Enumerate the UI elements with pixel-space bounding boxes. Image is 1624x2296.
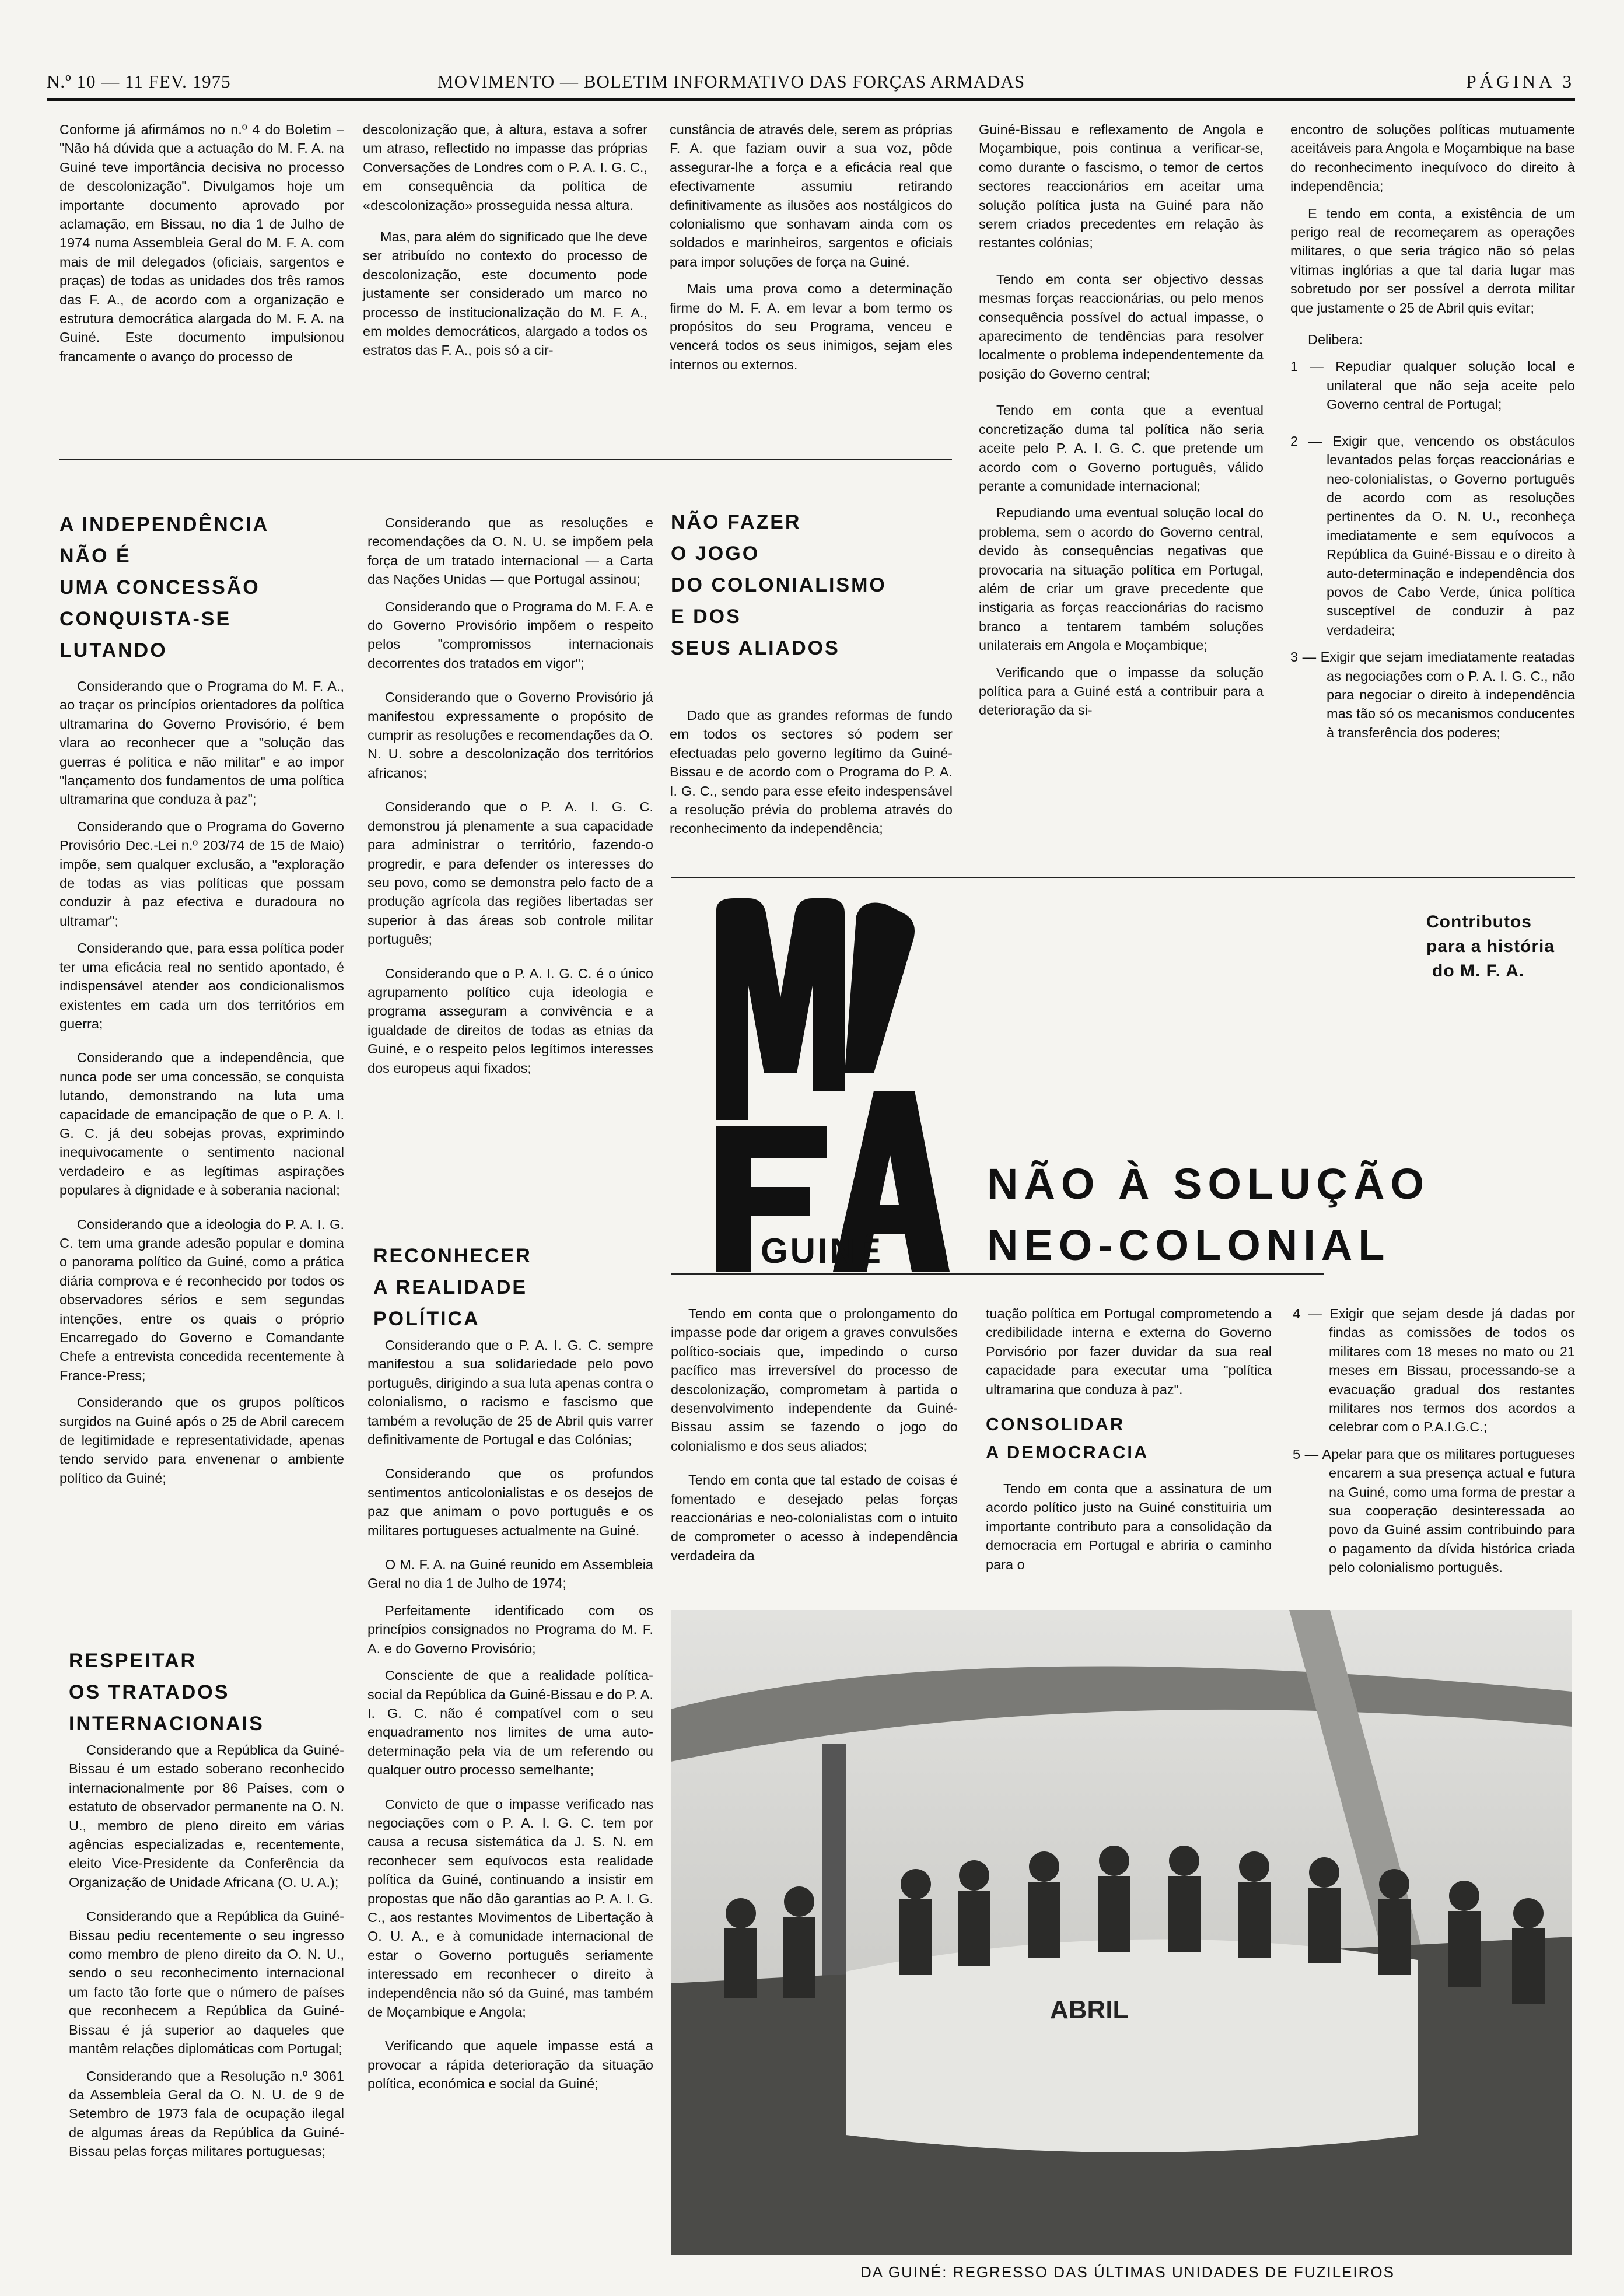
considerando-paragraph: Considerando que a Resolução n.º 3061 da Assembleia Geral da O. N. U. de 9 de Setembro de 1973 fala de ocupação ilegal de algumas áreas da República da Guiné-Bissau pelas forças militares portuguesas;: [69, 2068, 344, 2160]
considerando-paragraph: Considerando que a ideologia do P. A. I. G. C. tem uma grande adesão popular e domina o panorama político da Guiné, como a prática diária comprova e é reconhecido por todos os observadores sérios e sem segundas intenções, entre os quais o próprio Encarregado do Governo e Comandante Chefe a entrevista concedida recentemente à France-Press;: [60, 1216, 344, 1383]
section-divider: [671, 877, 1575, 878]
considerando-paragraph: Consciente de que a realidade política-social da República da Guiné-Bissau e do P. A. I. G. C. não é compatível com o seu enquadramento nos limites de uma auto-determinação pela via de um referendo ou qualquer outro processo semelhante;: [368, 1668, 653, 1778]
considerando-paragraph: tuação política em Portugal comprometendo a credibilidade interna e externa do Governo Porvisório por fazer duvidar da sua real capacidade para executar uma "política ultramarina que conduza à paz".: [986, 1306, 1272, 1397]
intro-paragraph: Mais uma prova como a determinação firme do M. F. A. em levar a bom termo os propósitos do seu Programa, venceu e vencerá todos os seus inimigos, sejam eles internos ou externos.: [670, 281, 953, 372]
lower-col-3: [671, 1304, 958, 1573]
delibera-item: 5 — Apelar para que os militares portugueses encarem a sua presença actual e futura na Guiné, como uma forma de prestar a sua cooperação desinteressada ao povo da Guiné assim contribuindo para o pagamento da dívida histórica criada pelo colonialismo português.: [1293, 1446, 1575, 1576]
headline-line-1: NÃO À SOLUÇÃO: [987, 1160, 1430, 1208]
considerando-paragraph: Considerando que o P. A. I. G. C. sempre manifestou a sua solidariedade pelo povo português, dirigindo a sua luta apenas contra o colonialismo, o racismo e fascismo que também a revolução de 25 de Abril quis varrer definitivamente de Portugal e das Colónias;: [368, 1338, 653, 1448]
intro-divider: [60, 459, 952, 460]
masthead-title: MOVIMENTO — BOLETIM INFORMATIVO DAS FORÇAS ARMADAS: [438, 71, 1026, 92]
delibera-item: 1 — Repudiar qualquer solução local e unilateral que não seja aceite pelo Governo central de Portugal;: [1290, 359, 1575, 412]
col-2-body: [368, 513, 653, 1086]
section-heading-reconhecer: RECONHECER A REALIDADE POLÍTICA: [373, 1245, 532, 1330]
delibera-item: 2 — Exigir que, vencendo os obstáculos levantados pelas forças reaccionárias e neo-colonialistas, o Governo português de acordo com as resoluções pertinentes da O. N. U., reconheça imediatamente e sem equívocos a República da Guiné-Bissau e o direito à auto-determinação e independência dos povos de Cabo Verde, única política susceptível de conduzir à paz verdadeira;: [1290, 433, 1575, 638]
page-header: [47, 71, 1575, 100]
considerando-paragraph: encontro de soluções políticas mutuamente aceitáveis para Angola e Moçambique na base do reconhecimento inequívoco do direito à independência;: [1290, 122, 1575, 194]
considerando-paragraph: O M. F. A. na Guiné reunido em Assembleia Geral no dia 1 de Julho de 1974;: [368, 1557, 653, 1591]
considerando-paragraph: Considerando que as resoluções e recomendações da O. N. U. se impõem pela força de um tratado internacional — a Carta das Nações Unidas — que Portugal assinou;: [368, 515, 653, 587]
lower-col-4: [986, 1304, 1272, 1582]
headline-divider: [671, 1273, 1324, 1275]
section-heading-respeitar: RESPEITAR OS TRATADOS INTERNACIONAIS: [69, 1650, 264, 1735]
considerando-paragraph: Tendo em conta que a eventual concretização duma tal política não seria aceite pelo P. A. I. G. C. que pretende um acordo com o Governo português, válido perante a comunidade internacional;: [979, 402, 1264, 494]
considerando-paragraph: Dado que as grandes reformas de fundo em todos os sectores só podem ser efectuadas pelo governo legítimo da Guiné-Bissau e de acordo com o Programa do P. A. I. G. C., sendo para esse efeito indespensável a resolução prévia do problema através do reconhecimento da independência;: [670, 708, 953, 836]
delibera-item: 4 — Exigir que sejam desde já dadas por findas as comissões de todos os militares com 18 meses no mato ou 21 meses em Bissau, processando-se a evacuação gradual dos restantes militares nos termos dos acordos a celebrar com o P.A.I.G.C.;: [1293, 1306, 1575, 1435]
considerando-paragraph: Considerando que, para essa política poder ter uma eficácia real no sentido apontado, é indispensável atender aos condicionalismos existentes em cada um dos territórios em guerra;: [60, 940, 344, 1031]
intro-col-2: [363, 120, 648, 368]
headline-line-2: NEO-COLONIAL: [987, 1221, 1391, 1269]
intro-paragraph: descolonização que, à altura, estava a sofrer um atraso, reflectido no impasse das próprias Conversações de Londres com o P. A. I. G. C., em consequência da política de «descolonização» prosseguida nessa altura.: [363, 122, 648, 213]
considerando-paragraph: Considerando que o Programa do M. F. A. e do Governo Provisório impõem o respeito pelos "compromissos internacionais decorrentes dos tratados em vigor";: [368, 598, 653, 671]
delibera-item: 3 — Exigir que sejam imediatamente reatadas as negociações com o P. A. I. G. C., não para negociar o direito à independência mas tão só os mecanismos conducentes à transferência dos poderes;: [1290, 649, 1575, 740]
mfa-logo: [710, 898, 956, 1278]
col-2-lower-body: [368, 1336, 653, 2102]
considerando-paragraph: Verificando que o impasse da solução política para a Guiné está a contribuir para a deterioração da si-: [979, 664, 1264, 718]
considerando-paragraph: Considerando que a independência, que nunca pode ser uma concessão, se conquista lutando, demonstrando na luta uma capacidade de emancipação de que o P. A. I. G. C. já deu sobejas provas, exprimindo inequivocamente o sentimento nacional verdadeiro e as legítimas aspirações populares à dignidade e à soberania nacional;: [60, 1050, 344, 1198]
header-rule: [47, 98, 1575, 101]
lower-col-5: [1293, 1304, 1575, 1586]
considerando-paragraph: Perfeitamente identificado com os princípios consignados no Programa do M. F. A. e do Governo Provisório;: [368, 1602, 653, 1656]
issue-number: N.º 10 — 11 FEV. 1975: [47, 71, 231, 92]
intro-paragraph: Mas, para além do significado que lhe deve ser atribuído no contexto do processo de descolonização, este documento pode justamente ser considerado um marco no processo de institucionalização do M. F. A., em moldes democráticos, alargado a todos os estratos das F. A., pois só a cir-: [363, 229, 648, 358]
considerando-paragraph: Considerando que a República da Guiné-Bissau é um estado soberano reconhecido internacionalmente por 86 Países, com o estatuto de observador permanente na O. N. U., membro de pleno direito em várias agências especializadas e, recentemente, eleito Vice-Presidente da Conferência da Organização de Unidade Africana (O. U. A.);: [69, 1742, 344, 1890]
resolution-col-5: [1290, 120, 1575, 750]
section-heading-consolidar: CONSOLIDAR A DEMOCRACIA: [986, 1414, 1149, 1463]
considerando-paragraph: Convicto de que o impasse verificado nas negociações com o P. A. I. G. C. tem por causa a recusa sistemática da J. S. N. em reconhecer sem equívocos esta realidade política da Guiné, continuando a insistir em propostas que não dão garantias ao P. A. I. G. C., aos restantes Movimentos de Libertação à O. U. A., e à comunidade internacional de estar o Governo português seriamente interessado em reconhecer o direito à independência não só da Guiné, mas também de Moçambique e Angola;: [368, 1796, 653, 2020]
col-1-lower-body: [69, 1741, 344, 2169]
photo-illustration: [671, 1610, 1572, 2255]
section-heading-independencia: A INDEPENDÊNCIA NÃO É UMA CONCESSÃO CONQUISTA-SE LUTANDO: [60, 513, 270, 662]
page-number: PÁGINA 3: [1466, 71, 1575, 92]
considerando-paragraph: Considerando que os profundos sentimentos anticolonialistas e os desejos de paz que animam o povo português e os militares portugueses actualmente na Guiné.: [368, 1466, 653, 1538]
considerando-paragraph: Considerando que o P. A. I. G. C. é o único agrupamento político cuja ideologia e programa asseguram a convivência e a igualdade de direitos de todas as etnias da Guiné, e o respeito pelos legítimos interesses dos europeus aqui fixados;: [368, 965, 653, 1076]
delibera-label: Delibera:: [1308, 332, 1363, 348]
col-3-body: [670, 706, 953, 846]
resolution-col-4: [979, 120, 1264, 728]
photo-caption: DA GUINÉ: REGRESSO DAS ÚLTIMAS UNIDADES DE FUZILEIROS: [860, 2263, 1395, 2281]
considerando-paragraph: E tendo em conta, a existência de um perigo real de recomeçarem as operações militares, o que seria trágico não só pelas vítimas inglórias a que tal daria lugar mas sobretudo por ser possível a derrota militar que justamente o 25 de Abril quis evitar;: [1290, 205, 1575, 316]
considerando-paragraph: Considerando que o Governo Provisório já manifestou expressamente o propósito de cumprir as resoluções e recomendações da O. N. U. sobre a descolonização dos territórios africanos;: [368, 690, 653, 780]
considerando-paragraph: Verificando que aquele impasse está a provocar a rápida deterioração da situação política, económica e social da Guiné;: [368, 2038, 653, 2092]
section-heading-nao-fazer: NÃO FAZER O JOGO DO COLONIALISMO E DOS SEUS ALIADOS: [671, 511, 887, 659]
considerando-paragraph: Considerando que o Programa do M. F. A., ao traçar os princípios orientadores da política ultramarina do Governo Provisório, é bem vlara ao reconhecer que a "solução das guerras é política e não militar" e ao impor "lançamento dos fundamentos de uma política ultramarina que conduza à paz";: [60, 678, 344, 807]
considerando-paragraph: Considerando que o Programa do Governo Provisório Dec.-Lei n.º 203/74 de 15 de Maio) impõe, sem qualquer exclusão, a "exploração de todas as vias políticas que possam conduzir à paz efectiva e duradoura no ultramar";: [60, 818, 344, 929]
considerando-paragraph: Considerando que o P. A. I. G. C. demonstrou já plenamente a sua capacidade para administrar o território, fazendo-o progredir, e para defender os interesses do seu povo, como se demonstra pelo facto de a produção agrícola das regiões libertadas ser superior à das áreas sob controle militar português;: [368, 799, 653, 947]
considerando-paragraph: Tendo em conta que o prolongamento do impasse pode dar origem a graves convulsões político-sociais que, impedindo o curso pacífico mas irreversível do processo de descolonização, comprometam à partida o desenvolvimento independente da Guiné-Bissau assim se fazendo o jogo do colonialismo e dos seus aliados;: [671, 1306, 958, 1454]
contributos-label: Contributos para a história do M. F. A.: [1426, 912, 1555, 981]
intro-col-1: [60, 120, 344, 374]
boat-banner-text: ABRIL: [1050, 1996, 1129, 2024]
logo-label: GUINÉ: [761, 1231, 884, 1270]
considerando-paragraph: Guiné-Bissau e reflexamento de Angola e Moçambique, pois continua a verificar-se, como durante o fascismo, o temor de certos sectores reaccionários em aceitar uma solução política justa na Guiné para não serem criados precedentes em relação às restantes colónias;: [979, 122, 1264, 251]
considerando-paragraph: Tendo em conta ser objectivo dessas mesmas forças reaccionárias, ou pelo menos consequência possível do actual impasse, o aparecimento de tendências para resolver localmente o problema independentemente da posição do Governo central;: [979, 271, 1264, 382]
intro-paragraph: Conforme já afirmámos no n.º 4 do Boletim – "Não há dúvida que a actuação do M. F. A. na Guiné teve importância decisiva no processo de descolonização". Divulgamos hoje um importante documento aprovado por aclamação, em Bissau, no dia 1 de Julho de 1974 numa Assembleia Geral do M. F. A. com mais de mil delegados (oficiais, sargentos e praças) de todas as unidades dos três ramos das F. A., de acordo com a organização e estrutura democrática alargada do M. F. A. na Guiné. Este documento impulsionou francamente o avanço do processo de: [60, 122, 344, 364]
considerando-paragraph: Considerando que a República da Guiné-Bissau pediu recentemente o seu ingresso como membro de pleno direito da O. N. U., sendo o seu reconhecimento internacional um facto tão forte que o número de países que reconhecem a República da Guiné-Bissau é já superior ao daqueles que mantêm relações diplomáticas com Portugal;: [69, 1909, 344, 2057]
considerando-paragraph: Tendo em conta que a assinatura de um acordo político justo na Guiné constituiria um importante contributo para a consolidação da democracia em Portugal e abriria o caminho para o: [986, 1481, 1272, 1572]
col-1-body: [60, 677, 344, 1496]
photo-fuzileiros: [671, 1610, 1572, 2255]
intro-paragraph: cunstância de através dele, serem as próprias F. A. que faziam ouvir a sua voz, pôde assegurar-lhe a força e a eficácia real que efectivamente assumiu retirando definitivamente as ilusões aos nostálgicos do colonialismo que sonhavam ainda com os soldados e marinheiros, sargentos e oficiais para impor soluções de força na Guiné.: [670, 122, 953, 270]
considerando-paragraph: Repudiando uma eventual solução local do problema, sem o acordo do Governo central, devido às consequências negativas que provocaria na situação política em Portugal, além de criar um grave precedente que instigaria as forças reaccionárias do racismo branco a tentarem também soluções unilaterais em Angola e Moçambique;: [979, 505, 1264, 653]
considerando-paragraph: Considerando que os grupos políticos surgidos na Guiné após o 25 de Abril carecem de legitimidade e representatividade, apenas tendo servido para envenenar o ambiente político da Guiné;: [60, 1395, 344, 1486]
intro-col-3: [670, 120, 953, 382]
considerando-paragraph: Tendo em conta que tal estado de coisas é fomentado e desejado pelas forças reaccionárias e neo-colonialistas com o intuito de comprometer o acesso à independência verdadeira da: [671, 1472, 958, 1563]
